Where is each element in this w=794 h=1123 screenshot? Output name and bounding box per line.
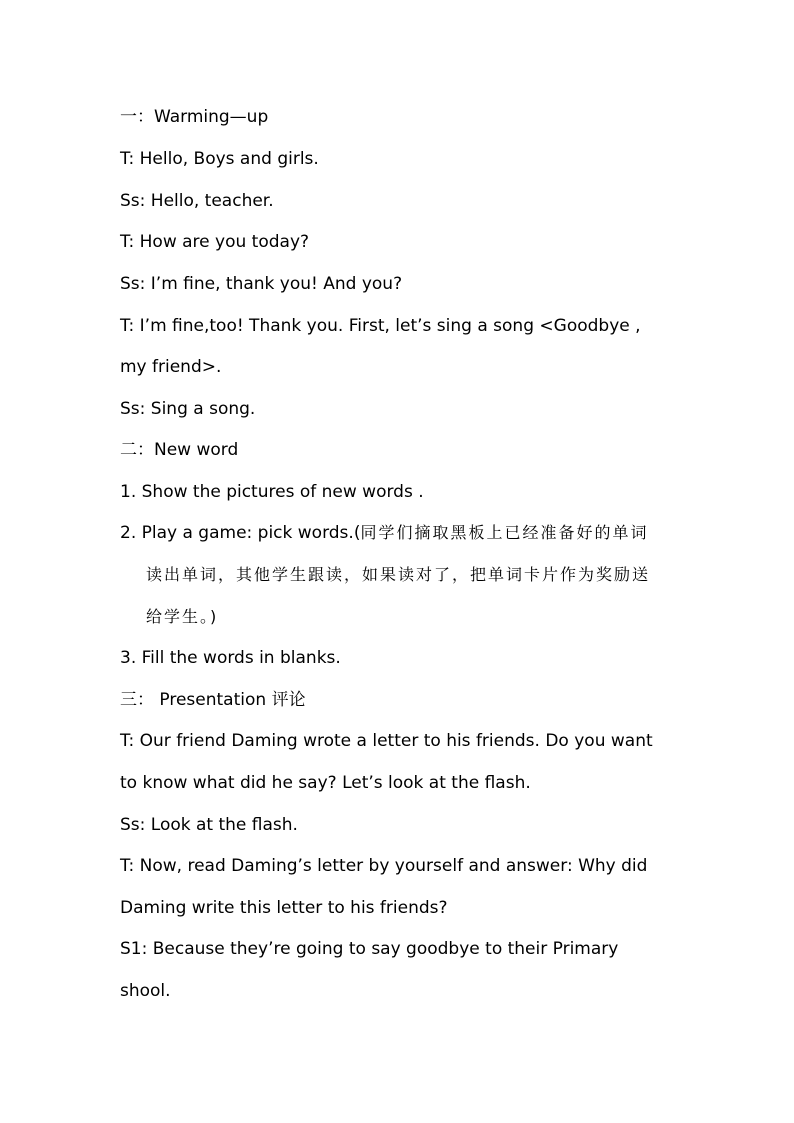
dialogue-line-continued: my friend>. bbox=[120, 357, 222, 377]
section-heading-presentation: 三： Presentation 评论 bbox=[120, 690, 306, 710]
list-item: 1. Show the pictures of new words . bbox=[120, 482, 424, 502]
list-item: 3. Fill the words in blanks. bbox=[120, 648, 341, 668]
section-heading-new-word: 二：New word bbox=[120, 440, 239, 460]
dialogue-line: T: Hello, Boys and girls. bbox=[120, 149, 319, 169]
list-item bbox=[120, 521, 648, 545]
dialogue-line-continued: to know what did he say? Let’s look at the flash. bbox=[120, 773, 531, 793]
dialogue-line: T: Our friend Daming wrote a letter to his friends. Do you want bbox=[120, 731, 653, 751]
dialogue-line: T: Now, read Daming’s letter by yourself and answer: Why did bbox=[120, 856, 648, 876]
section-heading-warming-up: 一：Warming—up bbox=[120, 107, 269, 127]
dialogue-line: T: I’m fine,too! Thank you. First, let’s sing a song <Goodbye , bbox=[120, 316, 641, 336]
list-item-continued: 给学生。) bbox=[146, 607, 219, 626]
dialogue-line-continued: Daming write this letter to his friends? bbox=[120, 898, 448, 918]
list-item-continued: 读出单词，其他学生跟读，如果读对了，把单词卡片作为奖励送 bbox=[146, 565, 651, 584]
dialogue-line: Ss: Look at the flash. bbox=[120, 815, 298, 835]
dialogue-line: Ss: Sing a song. bbox=[120, 399, 256, 419]
dialogue-line: T: How are you today? bbox=[120, 232, 310, 252]
dialogue-line: Ss: Hello, teacher. bbox=[120, 191, 274, 211]
list-item-text: 2. Play a game: pick words.( bbox=[120, 523, 361, 543]
dialogue-line: S1: Because they’re going to say goodbye to their Primary bbox=[120, 939, 619, 959]
dialogue-line: Ss: I’m fine, thank you! And you? bbox=[120, 274, 403, 294]
list-item-cn-note: 同学们摘取黑板上已经准备好的单词 bbox=[360, 523, 649, 542]
dialogue-line-continued: shool. bbox=[120, 981, 171, 1001]
